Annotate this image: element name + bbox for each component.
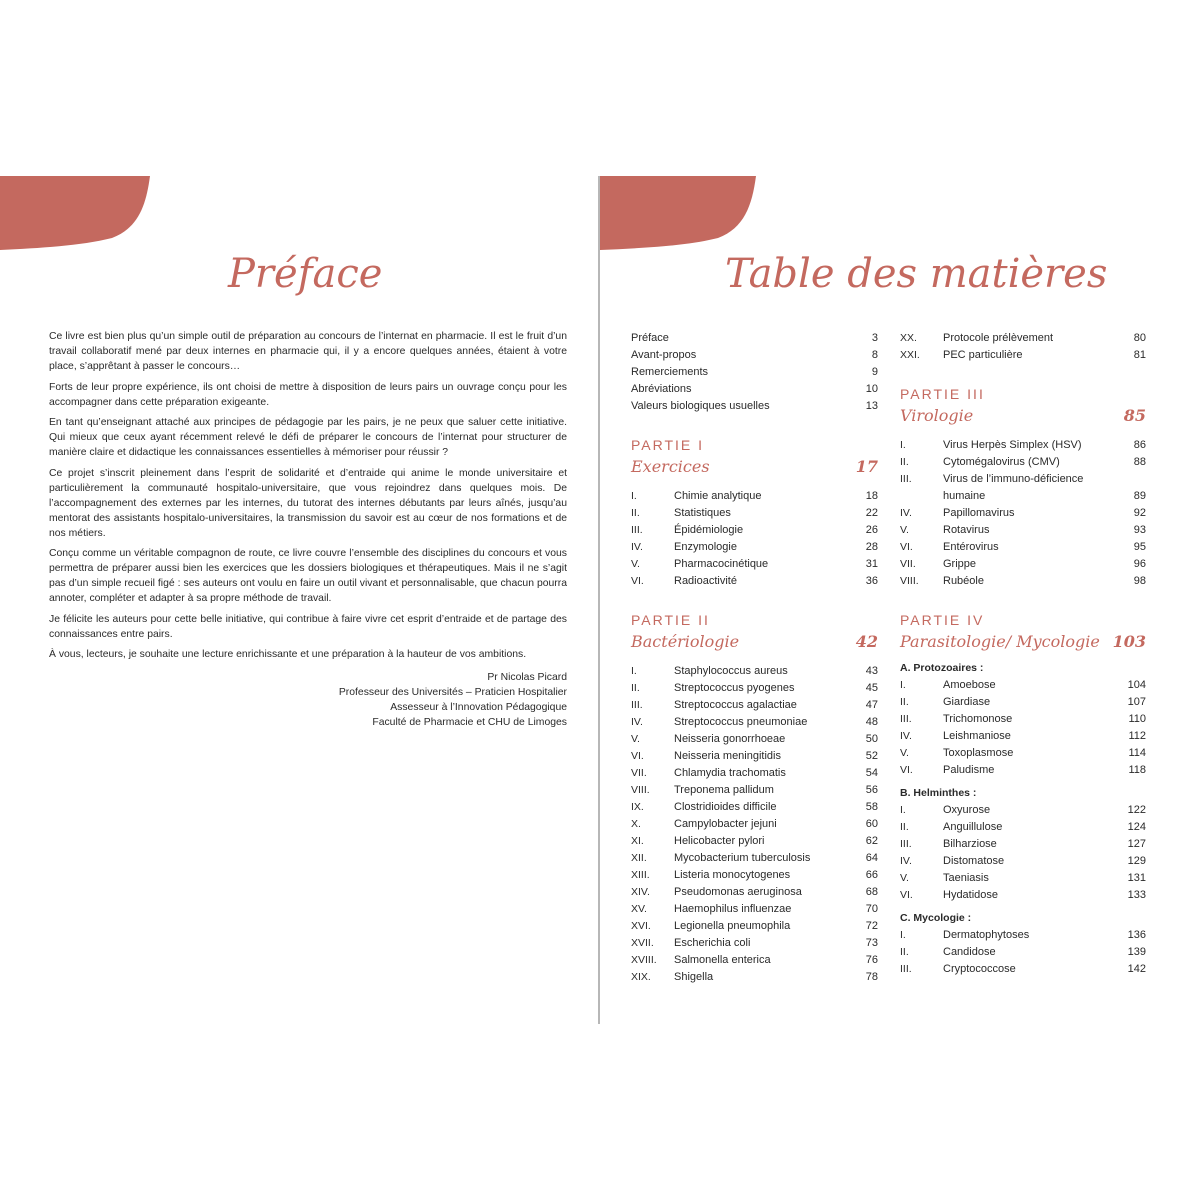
toc-entry[interactable]: XVI. Legionella pneumophila 72 [631, 920, 878, 932]
toc-entry[interactable]: I. Oxyurose 122 [900, 804, 1146, 816]
paragraph: Ce projet s’inscrit pleinement dans l’esprit de solidarité et d’entraide qui anime le monde universitaire et particulièrement la communauté hospitalo-universitaire, que vous rejoindrez dans quelques mois. De l’accompagnement des externes par les internes, du tutorat des internes débutants par leurs aînés, jusqu’au mentorat des assistants hospitalo-universitaires, la transmission du savoir est au cœur de nos formations et de nos métiers. [49, 467, 567, 539]
page-title: Table des matières [725, 251, 1108, 297]
part-label: PARTIE III [900, 386, 985, 402]
toc-entry[interactable]: VI. Paludisme 118 [900, 764, 1146, 776]
signature-line: Assesseur à l’Innovation Pédagogique [390, 702, 567, 713]
toc-entry[interactable]: VIII. Treponema pallidum 56 [631, 784, 878, 796]
toc-column-2 [900, 330, 1146, 978]
signature-line: Professeur des Universités – Praticien Hospitalier [338, 687, 567, 698]
toc-entry[interactable]: XVIII. Salmonella enterica 76 [631, 954, 878, 966]
group-heading: A. Protozoaires : [900, 662, 984, 674]
toc-entry[interactable]: IV. Papillomavirus 92 [900, 507, 1146, 519]
toc-entry[interactable]: III. Streptococcus agalactiae 47 [631, 699, 878, 711]
toc-entry[interactable]: XV. Haemophilus influenzae 70 [631, 903, 878, 915]
part-title[interactable]: Exercices 17 [631, 457, 878, 476]
paragraph: Conçu comme un véritable compagnon de route, ce livre couvre l’ensemble des disciplines du concours et vous permettra de préparer aussi bien les exercices que les dossiers biologiques et thérapeutiques. Mais il ne s’agit pas d’un simple recueil figé : ses auteurs ont voulu en faire un outil vivant et personnalisable, que chacun pourra annoter, compléter et adapter à sa propre méthode de travail. [49, 548, 567, 604]
toc-entry[interactable]: XI. Helicobacter pylori 62 [631, 835, 878, 847]
preface-text [49, 329, 567, 730]
toc-entry[interactable]: III. Bilharziose 127 [900, 838, 1146, 850]
toc-entry[interactable]: II. Candidose 139 [900, 946, 1146, 958]
paragraph: En tant qu’enseignant attaché aux principes de pédagogie par les pairs, je ne peux que saluer cette initiative. Qui mieux que ceux ayant récemment relevé le défi de préparer le concours de l’internat pour structurer de manière claire et didactique les connaissances essentielles à mémoriser pour réussir ? [49, 417, 567, 458]
toc-entry[interactable]: VII. Grippe 96 [900, 558, 1146, 570]
toc-entry[interactable]: I. Chimie analytique 18 [631, 490, 878, 502]
signature-name: Pr Nicolas Picard [487, 672, 567, 683]
toc-entry[interactable]: II. Cytomégalovirus (CMV) 88 [900, 456, 1146, 468]
toc-entry[interactable]: III. Épidémiologie 26 [631, 524, 878, 536]
part-label: PARTIE II [631, 612, 710, 628]
toc-entry[interactable]: XX. Protocole prélèvement 80 [900, 332, 1146, 344]
paragraph: À vous, lecteurs, je souhaite une lecture enrichissante et une préparation à la hauteur de vos ambitions. [49, 649, 527, 660]
toc-entry[interactable]: XII. Mycobacterium tuberculosis 64 [631, 852, 878, 864]
toc-entry[interactable]: VII. Chlamydia trachomatis 54 [631, 767, 878, 779]
toc-entry[interactable]: Préface 3 [631, 332, 878, 344]
toc-entry[interactable]: XIII. Listeria monocytogenes 66 [631, 869, 878, 881]
toc-entry[interactable]: V. Neisseria gonorrhoeae 50 [631, 733, 878, 745]
toc-entry[interactable]: V. Rotavirus 93 [900, 524, 1146, 536]
toc-entry[interactable]: VIII. Rubéole 98 [900, 575, 1146, 587]
toc-entry[interactable]: XIV. Pseudomonas aeruginosa 68 [631, 886, 878, 898]
part-label: PARTIE IV [900, 612, 985, 628]
group-heading: C. Mycologie : [900, 912, 972, 924]
toc-entry[interactable]: IV. Leishmaniose 112 [900, 730, 1146, 742]
paragraph: Ce livre est bien plus qu’un simple outil de préparation au concours de l’internat en pharmacie. Il est le fruit d’un travail collaboratif mené par deux internes en pharmacie qui, il y a encore quelques années, étaient à votre place, s’apprêtant à passer le concours… [49, 331, 567, 372]
toc-entry[interactable]: IV. Distomatose 129 [900, 855, 1146, 867]
part-title[interactable]: Virologie 85 [900, 406, 1146, 425]
toc-column-1 [631, 330, 878, 986]
toc-entry[interactable]: VI. Neisseria meningitidis 52 [631, 750, 878, 762]
toc-entry[interactable]: IV. Streptococcus pneumoniae 48 [631, 716, 878, 728]
toc-entry-continued[interactable]: humaine 89 [943, 490, 1146, 502]
toc-page [600, 176, 1200, 1024]
group-heading: B. Helminthes : [900, 787, 977, 799]
toc-entry[interactable]: Remerciements 9 [631, 366, 878, 378]
part-title[interactable]: Bactériologie 42 [631, 632, 878, 651]
toc-entry[interactable]: V. Taeniasis 131 [900, 872, 1146, 884]
toc-entry[interactable]: VI. Entérovirus 95 [900, 541, 1146, 553]
toc-entry[interactable]: IX. Clostridioides difficile 58 [631, 801, 878, 813]
toc-entry[interactable]: Abréviations 10 [631, 383, 878, 395]
corner-decoration [0, 176, 150, 250]
toc-entry[interactable]: X. Campylobacter jejuni 60 [631, 818, 878, 830]
toc-entry[interactable]: III. Trichomonose 110 [900, 713, 1146, 725]
toc-entry[interactable]: V. Pharmacocinétique 31 [631, 558, 878, 570]
toc-entry[interactable]: VI. Hydatidose 133 [900, 889, 1146, 901]
paragraph: Je félicite les auteurs pour cette belle initiative, qui contribue à faire vivre cet esprit d’entraide et de partage des connaissances entre pairs. [49, 613, 567, 640]
toc-entry[interactable]: I. Staphylococcus aureus 43 [631, 665, 878, 677]
toc-entry[interactable]: I. Virus Herpès Simplex (HSV) 86 [900, 439, 1146, 451]
toc-entry[interactable]: IV. Enzymologie 28 [631, 541, 878, 553]
toc-entry[interactable]: II. Anguillulose 124 [900, 821, 1146, 833]
toc-entry[interactable]: II. Statistiques 22 [631, 507, 878, 519]
toc-entry[interactable]: VI. Radioactivité 36 [631, 575, 878, 587]
toc-entry[interactable]: XVII. Escherichia coli 73 [631, 937, 878, 949]
toc-entry[interactable]: XIX. Shigella 78 [631, 971, 878, 983]
toc-entry[interactable]: II. Giardiase 107 [900, 696, 1146, 708]
page-number: 3 [559, 1001, 566, 1015]
toc-entry[interactable]: XXI. PEC particulière 81 [900, 349, 1146, 361]
part-title[interactable]: Parasitologie/ Mycologie 103 [900, 632, 1146, 651]
paragraph: Forts de leur propre expérience, ils ont choisi de mettre à disposition de leurs pairs un ouvrage conçu pour les accompagner dans cette préparation exigeante. [49, 381, 567, 408]
toc-entry[interactable]: I. Amoebose 104 [900, 679, 1146, 691]
page-title: Préface [228, 251, 383, 297]
page-number: 4 [631, 1001, 638, 1015]
preface-page [0, 176, 599, 1024]
toc-entry[interactable]: II. Streptococcus pyogenes 45 [631, 682, 878, 694]
toc-entry[interactable]: Avant-propos 8 [631, 349, 878, 361]
part-label: PARTIE I [631, 437, 705, 453]
toc-entry[interactable]: I. Dermatophytoses 136 [900, 929, 1146, 941]
corner-decoration [600, 176, 756, 250]
toc-entry[interactable]: III. Cryptococcose 142 [900, 963, 1146, 975]
toc-entry[interactable]: V. Toxoplasmose 114 [900, 747, 1146, 759]
signature-line: Faculté de Pharmacie et CHU de Limoges [372, 717, 567, 728]
signature-block [49, 670, 567, 730]
toc-entry[interactable]: Valeurs biologiques usuelles 13 [631, 400, 878, 412]
toc-entry[interactable]: III. Virus de l’immuno-déficience [900, 473, 1084, 485]
